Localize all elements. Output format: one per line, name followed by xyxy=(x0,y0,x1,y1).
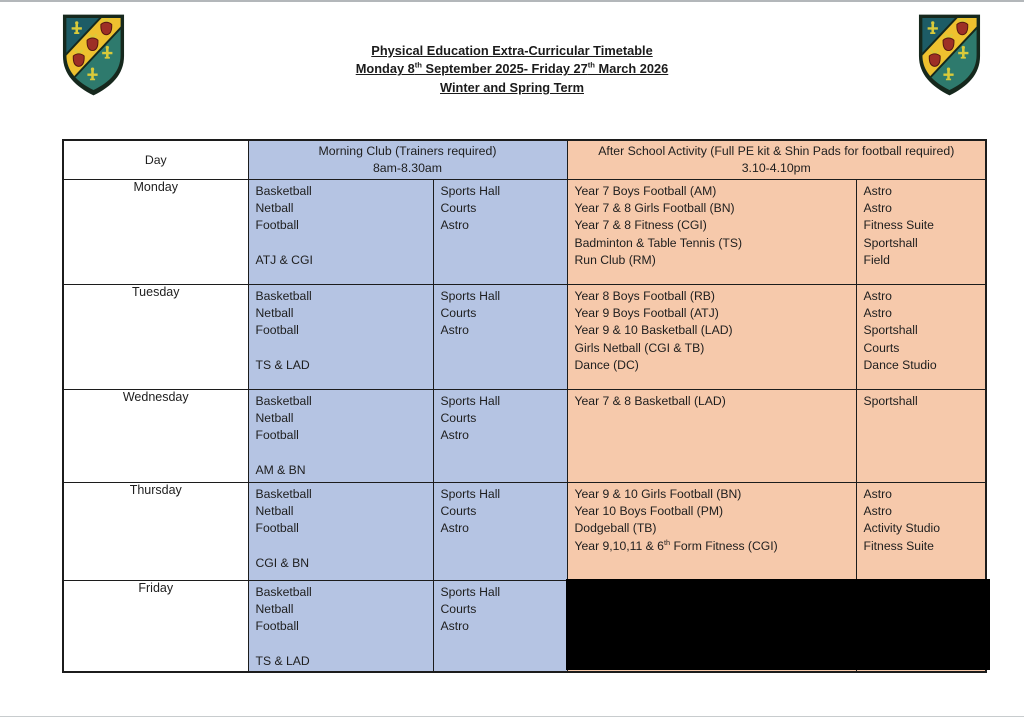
morning-venue: Courts xyxy=(440,200,477,215)
day-label: Tuesday xyxy=(132,284,180,299)
after-activities-cell xyxy=(567,179,856,284)
morning-venue: Astro xyxy=(440,619,469,634)
after-activity: Year 8 Boys Football (RB) xyxy=(574,288,715,303)
after-activity: Year 9 & 10 Girls Football (BN) xyxy=(574,486,742,501)
morning-activity: Netball xyxy=(255,200,294,215)
morning-activities-cell xyxy=(248,179,433,284)
day-cell xyxy=(63,482,248,580)
morning-venue: Courts xyxy=(440,601,477,616)
after-activity: Year 9 & 10 Basketball (LAD) xyxy=(574,323,733,338)
after-activity: Year 7 Boys Football (AM) xyxy=(574,183,717,198)
after-venue: Courts xyxy=(863,340,900,355)
morning-activities-cell xyxy=(248,580,433,672)
after-venue: Astro xyxy=(863,503,892,518)
after-activity: Year 7 & 8 Fitness (CGI) xyxy=(574,218,707,233)
column-header-day: Day xyxy=(63,140,248,179)
after-activity: Year 7 & 8 Girls Football (BN) xyxy=(574,200,735,215)
morning-venue: Courts xyxy=(440,410,477,425)
after-venue: Astro xyxy=(863,305,892,320)
morning-activity: Football xyxy=(255,428,299,443)
morning-activities-cell xyxy=(248,482,433,580)
after-venues-cell xyxy=(856,389,986,482)
after-venue: Astro xyxy=(863,486,892,501)
morning-activity: Football xyxy=(255,521,299,536)
spacer xyxy=(249,636,433,653)
morning-activity: Football xyxy=(255,323,299,338)
morning-venue: Sports Hall xyxy=(440,584,501,599)
after-activities-cell xyxy=(567,284,856,389)
after-activity: Girls Netball (CGI & TB) xyxy=(574,340,705,355)
after-venues-cell xyxy=(856,482,986,580)
morning-activity: Football xyxy=(255,218,299,233)
morning-activity: Basketball xyxy=(255,584,312,599)
column-header-after-school xyxy=(567,140,986,179)
day-label: Monday xyxy=(133,179,178,194)
after-venue: Field xyxy=(863,253,890,268)
after-venue: Sportshall xyxy=(863,235,918,250)
morning-activity: Netball xyxy=(255,410,294,425)
morning-venue: Astro xyxy=(440,218,469,233)
morning-venues-cell xyxy=(433,179,567,284)
school-crest-icon xyxy=(916,11,983,99)
after-activity: Badminton & Table Tennis (TS) xyxy=(574,235,743,250)
morning-activity: Basketball xyxy=(255,393,312,408)
morning-staff-initials: TS & LAD xyxy=(255,358,310,373)
morning-venue: Astro xyxy=(440,323,469,338)
after-school-time: 3.10-4.10pm xyxy=(741,160,811,175)
column-header-morning-club xyxy=(248,140,567,179)
morning-venue: Astro xyxy=(440,428,469,443)
morning-activity: Basketball xyxy=(255,288,312,303)
morning-venues-cell xyxy=(433,284,567,389)
after-venue: Fitness Suite xyxy=(863,538,934,553)
spacer xyxy=(249,538,433,555)
header-row xyxy=(63,140,986,179)
after-venue: Astro xyxy=(863,183,892,198)
day-label: Wednesday xyxy=(122,389,189,404)
morning-activity: Netball xyxy=(255,503,294,518)
morning-venues-cell xyxy=(433,580,567,672)
morning-venue: Sports Hall xyxy=(440,183,501,198)
after-venue: Astro xyxy=(863,288,892,303)
after-activity: Dance (DC) xyxy=(574,358,639,373)
after-venue: Fitness Suite xyxy=(863,218,934,233)
morning-activity: Netball xyxy=(255,601,294,616)
after-venue: Sportshall xyxy=(863,393,918,408)
day-label: Friday xyxy=(138,580,174,595)
morning-staff-initials: ATJ & CGI xyxy=(255,253,313,268)
after-school-title: After School Activity (Full PE kit & Shin Pads for football required) xyxy=(598,144,955,159)
after-activities-cell xyxy=(567,482,856,580)
after-activities-cell xyxy=(567,389,856,482)
morning-activities-cell xyxy=(248,389,433,482)
document-term: Winter and Spring Term xyxy=(440,79,584,95)
morning-activity: Netball xyxy=(255,305,294,320)
spacer xyxy=(249,445,433,462)
morning-club-title: Morning Club (Trainers required) xyxy=(318,144,497,159)
day-cell xyxy=(63,284,248,389)
document-title: Physical Education Extra-Curricular Timetable xyxy=(371,43,653,58)
after-activity: Year 9,10,11 & 6th Form Fitness (CGI) xyxy=(574,537,778,553)
after-activity: Year 9 Boys Football (ATJ) xyxy=(574,305,719,320)
morning-venues-cell xyxy=(433,389,567,482)
morning-club-time: 8am-8.30am xyxy=(372,160,443,175)
morning-staff-initials: AM & BN xyxy=(255,463,306,478)
table-row xyxy=(63,284,986,389)
document-date-range: Monday 8th September 2025- Friday 27th March 2026 xyxy=(355,61,669,77)
morning-activities-cell xyxy=(248,284,433,389)
day-label: Thursday xyxy=(129,482,182,497)
table-row xyxy=(63,482,986,580)
morning-venues-cell xyxy=(433,482,567,580)
table-row xyxy=(63,179,986,284)
after-venue: Astro xyxy=(863,200,892,215)
morning-venue: Sports Hall xyxy=(440,486,501,501)
after-venue: Dance Studio xyxy=(863,358,937,373)
morning-activity: Basketball xyxy=(255,486,312,501)
morning-venue: Astro xyxy=(440,521,469,536)
morning-venue: Courts xyxy=(440,305,477,320)
morning-venue: Sports Hall xyxy=(440,288,501,303)
document-titles xyxy=(0,42,1024,97)
morning-venue: Courts xyxy=(440,503,477,518)
after-venue: Activity Studio xyxy=(863,521,941,536)
morning-staff-initials: TS & LAD xyxy=(255,654,310,669)
day-cell xyxy=(63,389,248,482)
spacer xyxy=(249,340,433,357)
morning-activity: Football xyxy=(255,619,299,634)
after-activity: Year 7 & 8 Basketball (LAD) xyxy=(574,393,726,408)
redaction-overlay xyxy=(566,579,990,670)
after-activity: Run Club (RM) xyxy=(574,253,656,268)
morning-activity: Basketball xyxy=(255,183,312,198)
morning-venue: Sports Hall xyxy=(440,393,501,408)
day-cell xyxy=(63,179,248,284)
after-venues-cell xyxy=(856,284,986,389)
day-cell xyxy=(63,580,248,672)
after-venues-cell xyxy=(856,179,986,284)
after-venue: Sportshall xyxy=(863,323,918,338)
table-row xyxy=(63,389,986,482)
spacer xyxy=(249,235,433,252)
after-activity: Year 10 Boys Football (PM) xyxy=(574,503,724,518)
morning-staff-initials: CGI & BN xyxy=(255,556,309,571)
after-activity: Dodgeball (TB) xyxy=(574,521,657,536)
